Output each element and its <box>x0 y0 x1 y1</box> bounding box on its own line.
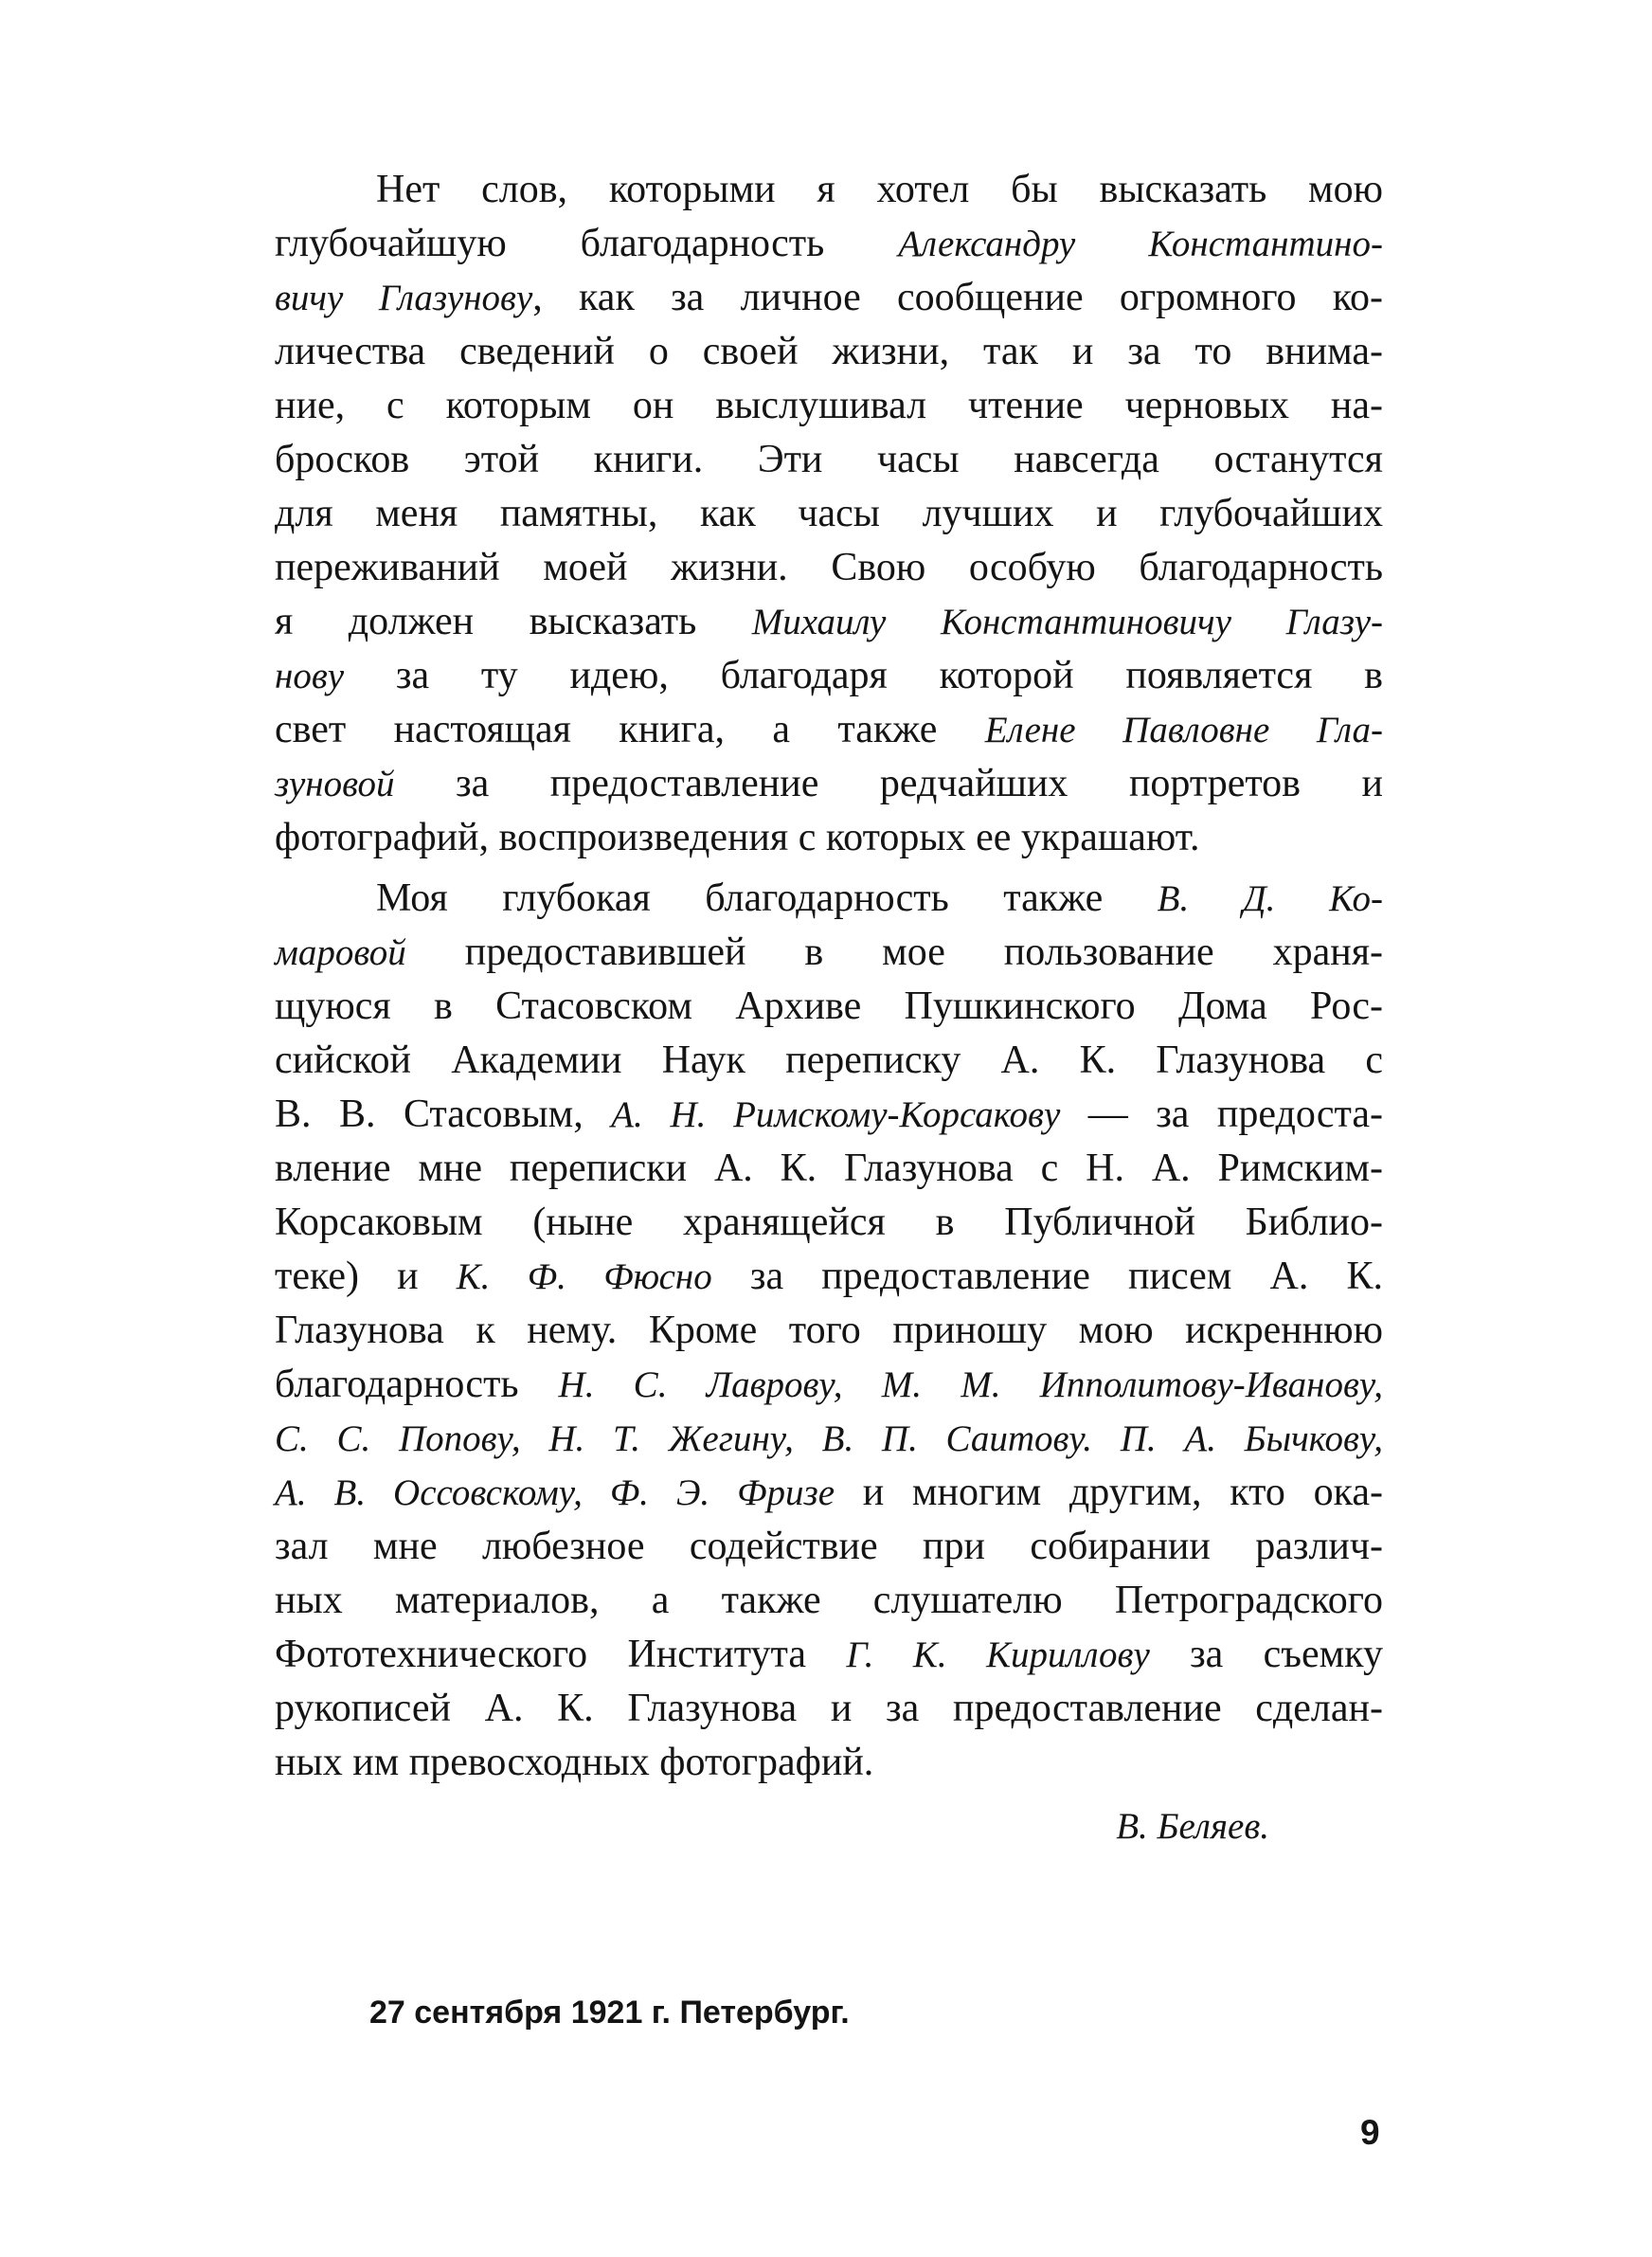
body-text: В. В. Стасовым, <box>275 1092 612 1136</box>
paragraph-1 <box>275 163 1383 865</box>
body-text: за предоставление редчайших портретов и <box>394 762 1383 805</box>
body-text: Нет слов, которыми я хотел бы высказать мою <box>376 168 1383 211</box>
text-line <box>275 1250 1383 1304</box>
body-text: Глазунова к нему. Кроме того приношу мою искреннюю <box>275 1309 1383 1352</box>
text-line <box>275 541 1383 595</box>
body-text: свет настоящая книга, а также <box>275 708 985 751</box>
italic-name-text: В. Д. Ко- <box>1157 878 1383 919</box>
body-text: зал мне любезное содействие при собирании различ- <box>275 1525 1383 1568</box>
signature: В. Беляев. <box>1116 1806 1269 1847</box>
italic-name-text: нову <box>275 656 345 696</box>
text-line <box>275 649 1383 703</box>
text-line <box>275 487 1383 541</box>
text-line <box>275 217 1383 271</box>
text-line <box>275 1034 1383 1088</box>
italic-name-text: зуновой <box>275 764 395 804</box>
body-text: за предоставление писем А. К. <box>711 1255 1383 1298</box>
italic-name-text: Н. С. Лаврову, М. М. Ипполитову-Иванову, <box>558 1364 1383 1405</box>
body-text: Фототехнического Института <box>275 1633 847 1676</box>
body-text: сийской Академии Наук переписку А. К. Глазунова с <box>275 1038 1383 1082</box>
text-line <box>275 163 1383 217</box>
dateline: 27 сентября 1921 г. Петербург. <box>369 1995 850 2031</box>
text-line <box>275 1736 1383 1790</box>
text-line <box>275 1520 1383 1574</box>
italic-name-text: А. Н. Римскому-Корсакову <box>611 1094 1061 1135</box>
body-text: ние, с которым он выслушивал чтение черновых на- <box>275 384 1383 427</box>
text-line <box>275 1574 1383 1628</box>
text-line <box>275 872 1383 926</box>
italic-name-text: вичу Глазунову <box>275 278 533 318</box>
body-text: фотографий, воспроизведения с которых ее украшают. <box>275 816 1200 859</box>
italic-name-text: К. Ф. Фюсно <box>456 1256 712 1297</box>
text-line <box>275 271 1383 325</box>
italic-name-text: С. С. Попову, Н. Т. Жегину, В. П. Саитову. П. А. Бычкову, <box>275 1418 1383 1459</box>
body-text: за ту идею, благодаря которой появляется в <box>344 654 1383 697</box>
text-line <box>275 1466 1383 1520</box>
body-text: ных материалов, а также слушателю Петроградского <box>275 1579 1383 1622</box>
text-line <box>275 1196 1383 1250</box>
text-line <box>275 980 1383 1034</box>
text-line <box>275 926 1383 980</box>
body-text: щуюся в Стасовском Архиве Пушкинского Дома Рос- <box>275 984 1383 1028</box>
body-text: — за предоста- <box>1060 1092 1383 1136</box>
body-text: теке) и <box>275 1255 457 1298</box>
body-text: за съемку <box>1149 1633 1383 1676</box>
text-line <box>275 1628 1383 1682</box>
text-line <box>275 1088 1383 1142</box>
body-text: бросков этой книги. Эти часы навсегда останутся <box>275 438 1383 481</box>
body-text: благодарность <box>275 1363 559 1406</box>
text-line <box>275 433 1383 487</box>
body-text: вление мне переписки А. К. Глазунова с Н. А. Римским- <box>275 1147 1383 1190</box>
text-line <box>275 703 1383 757</box>
text-line <box>275 1358 1383 1412</box>
body-text: Корсаковым (ныне хранящейся в Публичной Библио- <box>275 1201 1383 1244</box>
page-number: 9 <box>1360 2113 1380 2152</box>
text-line <box>275 811 1383 865</box>
paragraph-2 <box>275 872 1383 1790</box>
italic-name-text: Г. К. Кириллову <box>846 1634 1150 1675</box>
italic-name-text: Александру Константино- <box>898 224 1383 264</box>
text-line <box>275 595 1383 649</box>
body-text: я должен высказать <box>275 600 752 643</box>
italic-name-text: А. В. Оссовскому, Ф. Э. Фризе <box>275 1472 835 1513</box>
text-line <box>275 1304 1383 1358</box>
body-text: и многим другим, кто ока- <box>835 1471 1383 1514</box>
body-text: личества сведений о своей жизни, так и за то внима- <box>275 330 1383 373</box>
body-text: глубочайшую благодарность <box>275 222 899 265</box>
body-text: предоставившей в мое пользование храня- <box>405 930 1383 974</box>
body-text: переживаний моей жизни. Свою особую благодарность <box>275 546 1383 589</box>
italic-name-text: Елене Павловне Гла- <box>984 710 1383 750</box>
italic-name-text: маровой <box>275 932 406 973</box>
body-text: , как за личное сообщение огромного ко- <box>532 276 1384 319</box>
italic-name-text: Михаилу Константиновичу Глазу- <box>751 602 1383 642</box>
text-line <box>275 1412 1383 1466</box>
body-text: для меня памятны, как часы лучших и глубочайших <box>275 492 1383 535</box>
body-text: ных им превосходных фотографий. <box>275 1741 874 1784</box>
body-text: рукописей А. К. Глазунова и за предоставление сделан- <box>275 1687 1383 1730</box>
text-line <box>275 757 1383 811</box>
text-line <box>275 1142 1383 1196</box>
text-line <box>275 379 1383 433</box>
body-text: Моя глубокая благодарность также <box>376 876 1158 920</box>
text-line <box>275 325 1383 379</box>
text-line <box>275 1682 1383 1736</box>
